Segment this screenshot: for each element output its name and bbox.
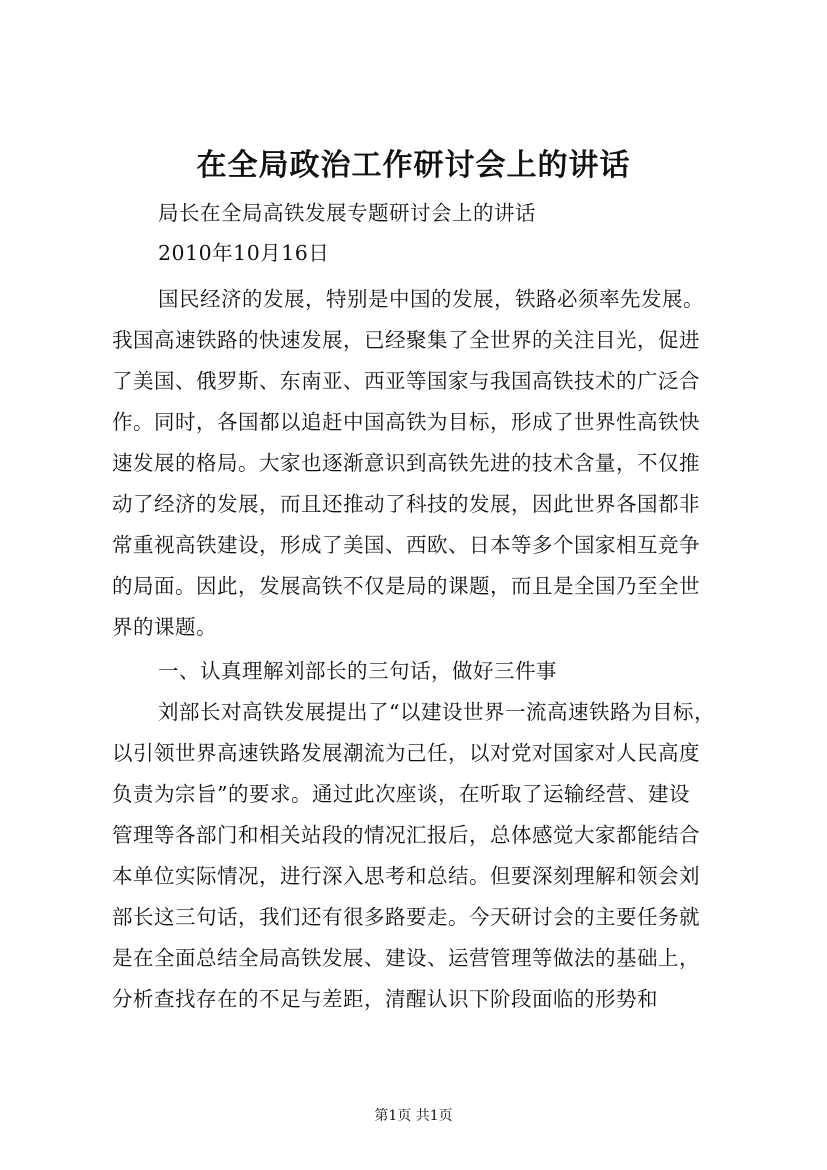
paragraph-line: 刘部长对高铁发展提出了“以建设世界一流高速铁路为目标，	[158, 700, 715, 724]
document-subtitle: 局长在全局高铁发展专题研讨会上的讲话	[158, 201, 536, 225]
paragraph-line: 国民经济的发展，特别是中国的发展，铁路必须率先发展。	[158, 287, 704, 311]
paragraph-line: 分析查找存在的不足与差距，清醒认识下阶段面临的形势和	[112, 987, 658, 1011]
paragraph-line: 我国高速铁路的快速发展，已经聚集了全世界的关注目光，促进	[112, 328, 700, 352]
paragraph-line: 作。同时，各国都以追赶中国高铁为目标，形成了世界性高铁快	[112, 410, 700, 434]
paragraph-line: 常重视高铁建设，形成了美国、西欧、日本等多个国家相互竞争	[112, 533, 700, 557]
paragraph-line: 动了经济的发展，而且还推动了科技的发展，因此世界各国都非	[112, 492, 700, 516]
document-date: 2010年10月16日	[158, 241, 330, 265]
paragraph-line: 速发展的格局。大家也逐渐意识到高铁先进的技术含量，不仅推	[112, 451, 700, 475]
paragraph-line: 管理等各部门和相关站段的情况汇报后，总体感觉大家都能结合	[112, 823, 700, 847]
paragraph-line: 部长这三句话，我们还有很多路要走。今天研讨会的主要任务就	[112, 905, 700, 929]
paragraph-line: 是在全面总结全局高铁发展、建设、运营管理等做法的基础上，	[112, 946, 700, 970]
paragraph-line: 以引领世界高速铁路发展潮流为己任，以对党对国家对人民高度	[112, 741, 700, 765]
document-title: 在全局政治工作研讨会上的讲话	[196, 148, 631, 183]
paragraph-line: 负责为宗旨”的要求。通过此次座谈，在听取了运输经营、建设	[112, 782, 690, 806]
section-heading: 一、认真理解刘部长的三句话，做好三件事	[158, 659, 557, 683]
page-number: 第1页 共1页	[374, 1108, 453, 1124]
paragraph-line: 界的课题。	[112, 615, 217, 639]
paragraph-line: 的局面。因此，发展高铁不仅是局的课题，而且是全国乃至全世	[112, 574, 700, 598]
paragraph-line: 本单位实际情况，进行深入思考和总结。但要深刻理解和领会刘	[112, 864, 700, 888]
paragraph-line: 了美国、俄罗斯、东南亚、西亚等国家与我国高铁技术的广泛合	[112, 369, 700, 393]
